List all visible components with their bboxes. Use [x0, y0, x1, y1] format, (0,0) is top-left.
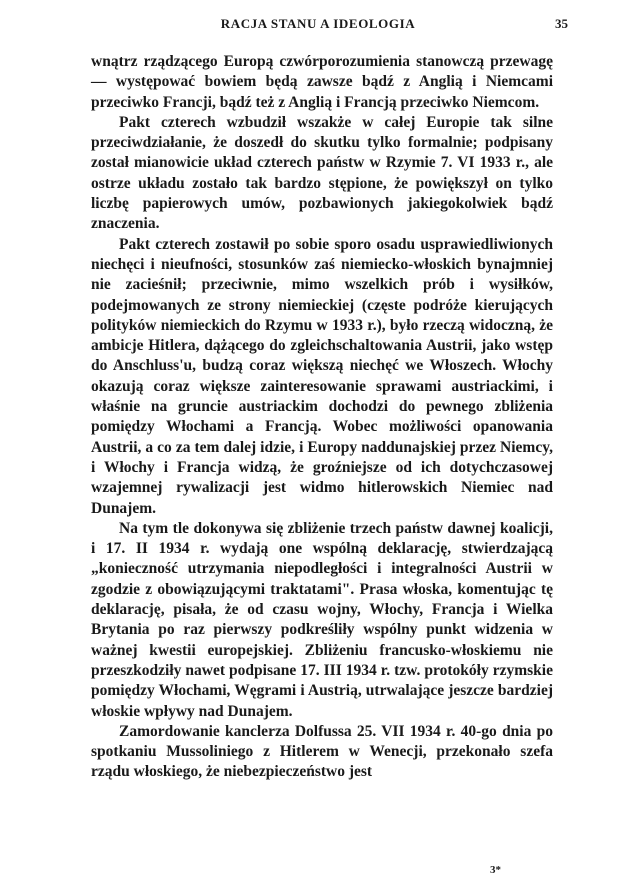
paragraph-continuation: wnątrz rządzącego Europą czwórporozumienia stanowczą przewagę — występować bowiem będą zawsze bądź z Anglią i Niemcami przeciwko Francji, bądź też z Anglią i Francją przeciwko Niemcom. [91, 53, 553, 111]
running-title: RACJA STANU A IDEOLOGIA [220, 16, 416, 31]
paragraph-pact-aftermath: Pakt czterech zostawił po sobie sporo osadu usprawiedliwionych niechęci i nieufności, stosunków zaś niemiecko-włoskich bynajmniej nie zacieśnił; przeciwnie, mimo wszelkich prób i wysiłków, podejmowanych ze strony niemieckiej (częste podróże kierujących polityków niemieckich do Rzymu w 1933 r.), było rzeczą widoczną, że ambicje Hitlera, dążącego do zgleichschaltowania Austrii, jako wstęp do Anschluss'u, budzą coraz większą niechęć we Włoszech. Włochy okazują coraz większe zainteresowanie sprawami austriackimi, i właśnie na gruncie austriackim dochodzi do pewnego zbliżenia pomiędzy Włochami a Francją. Wobec możliwości opanowania Austrii, a co za tem dalej idzie, i Europy naddunajskiej przez Niemcy, i Włochy i Francja widzą, że groźniejsze od ich dotychczasowej wzajemnej rywalizacji jest widmo hitlerowskich Niemiec nad Dunajem. [91, 235, 553, 517]
paragraph-four-power-pact: Pakt czterech wzbudził wszakże w całej Europie tak silne przeciwdziałanie, że doszedł do skutku tylko formalnie; podpisany został mianowicie układ czterech państw w Rzymie 7. VI 1933 r., ale ostrze układu zostało tak bardzo stępione, że powiększył on tylko liczbę papierowych umów, pozbawionych jakiegokolwiek bądź znaczenia. [91, 113, 553, 233]
page-number: 35 [555, 16, 568, 31]
paragraph-coalition-rapprochement: Na tym tle dokonywa się zbliżenie trzech państw dawnej koalicji, i 17. II 1934 r. wydają one wspólną deklarację, stwierdzającą „konieczność utrzymania niepodległości i integralności Austrii w zgodzie z obowiązującymi traktatami". Prasa włoska, komentując tę deklarację, pisała, że od czasu wojny, Włochy, Francja i Wielka Brytania po raz pierwszy podkreśliły wspólny punkt widzenia w ważnej kwestii europejskiej. Zbliżeniu francusko-włoskiemu nie przeszkodziły nawet podpisane 17. III 1934 r. tzw. protokóły rzymskie pomiędzy Włochami, Węgrami i Austrią, utrwalające jeszcze bardziej włoskie wpływy nad Dunajem. [91, 519, 553, 720]
paragraph-dollfuss-murder: Zamordowanie kanclerza Dolfussa 25. VII 1934 r. 40-go dnia po spotkaniu Mussoliniego z Hitlerem w Wenecji, przekonało szefa rządu włoskiego, że niebezpieczeństwo jest [91, 722, 553, 781]
signature-mark: 3* [490, 864, 501, 876]
running-header [68, 14, 568, 34]
body-text [91, 52, 553, 783]
